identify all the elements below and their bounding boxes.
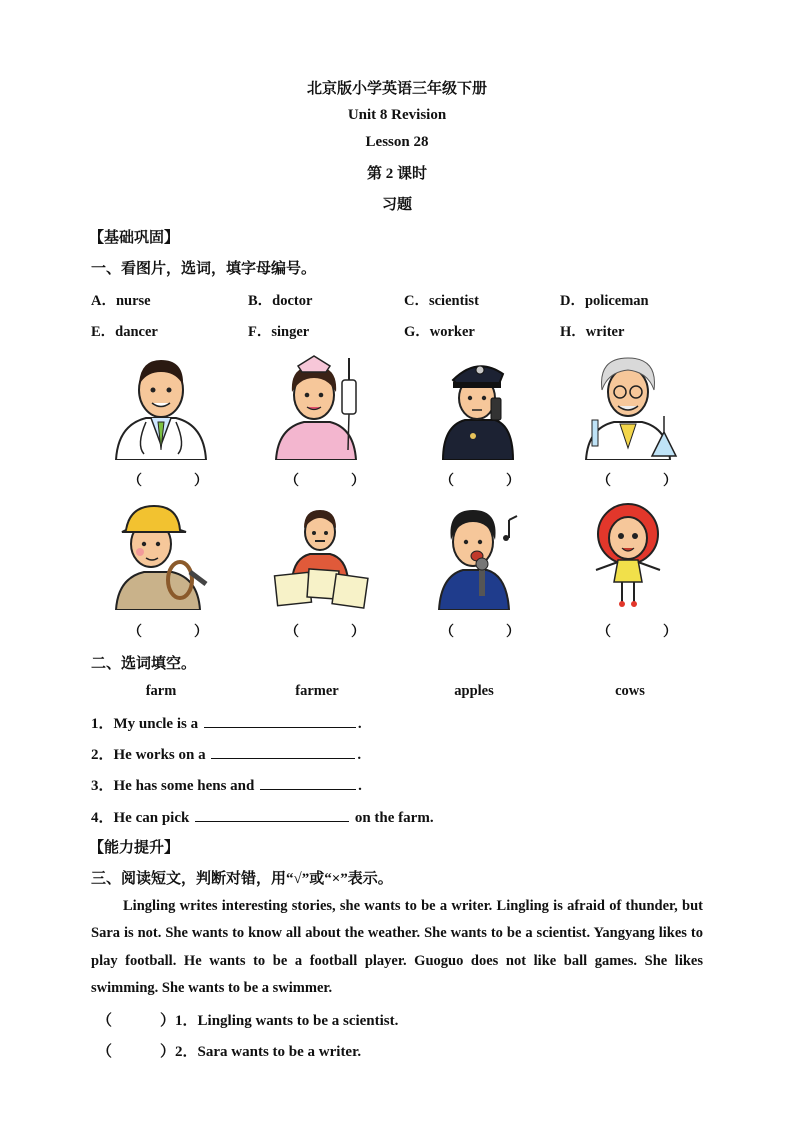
judge-item-text: 1．Lingling wants to be a scientist. <box>175 1013 399 1029</box>
nurse-picture <box>264 350 374 460</box>
answer-blank-6[interactable] <box>285 621 365 641</box>
fill-blank[interactable] <box>211 744 355 759</box>
section-heading-basic: 【基础巩固】 <box>89 230 180 246</box>
book-title: 北京版小学英语三年级下册 <box>306 81 487 97</box>
policeman-picture <box>425 350 535 460</box>
fill-blank[interactable] <box>260 775 356 790</box>
lesson-title: Lesson 28 <box>365 134 429 150</box>
option-f: F．singer <box>248 324 310 340</box>
paren-close: ） <box>663 625 677 640</box>
fill-item-4 <box>91 806 434 827</box>
fill-item-3 <box>91 774 362 795</box>
word-farmer: farmer <box>295 683 339 699</box>
paren-close: ） <box>194 474 208 489</box>
answer-blank-8[interactable] <box>597 621 677 641</box>
dancer-picture <box>578 500 688 610</box>
worker-picture <box>106 500 216 610</box>
fill-item-end: . <box>357 716 362 732</box>
option-c: C．scientist <box>404 293 479 309</box>
type-title: 习题 <box>381 197 412 213</box>
paren-open: （ <box>285 474 299 489</box>
paren-close: ） <box>663 474 677 489</box>
answer-blank-7[interactable] <box>440 621 520 641</box>
paren-open: （ <box>440 625 454 640</box>
paren-open: （ <box>597 625 611 640</box>
period-title: 第 2 课时 <box>366 166 427 182</box>
paren-close: ） <box>194 625 208 640</box>
section3-task: 三、阅读短文，判断对错，用“√”或“×”表示。 <box>91 871 393 887</box>
fill-blank[interactable] <box>204 713 356 728</box>
word-cows: cows <box>615 683 645 699</box>
paren-open: （ <box>597 474 611 489</box>
paren-open: （ <box>128 625 142 640</box>
paren-close: ） <box>160 1044 176 1060</box>
paren-close: ） <box>351 474 365 489</box>
paren-open: （ <box>97 1013 113 1029</box>
section-heading-advanced: 【能力提升】 <box>89 840 180 856</box>
section2-task: 二、选词填空。 <box>91 656 197 672</box>
fill-item-end: . <box>358 778 362 794</box>
word-apples: apples <box>454 683 494 699</box>
fill-item-text: 4．He can pick <box>91 810 190 826</box>
fill-item-2 <box>91 743 361 764</box>
option-e: E．dancer <box>91 324 158 340</box>
fill-item-end: on the farm. <box>354 810 434 826</box>
paren-close: ） <box>160 1013 176 1029</box>
fill-item-text: 3．He has some hens and <box>91 778 255 794</box>
doctor-picture <box>106 350 216 460</box>
paren-open: （ <box>128 474 142 489</box>
judge-item-2 <box>97 1040 361 1061</box>
option-b: B．doctor <box>248 293 313 309</box>
answer-blank-5[interactable] <box>128 621 208 641</box>
writer-picture <box>264 500 374 610</box>
paren-close: ） <box>351 625 365 640</box>
answer-blank-4[interactable] <box>597 470 677 490</box>
paren-open: （ <box>285 625 299 640</box>
answer-blank-1[interactable] <box>128 470 208 490</box>
singer-picture <box>425 500 535 610</box>
reading-passage: Lingling writes interesting stories, she wants to be a writer. Lingling is afraid of thunder, but Sara is not. She wants to know all about the weather. She wants to be a scientist. Yangyang likes to play football. He wants to be a football player. Guoguo does not like ball games. She likes swimming. She wants to be a swimmer. <box>91 898 703 996</box>
answer-blank-3[interactable] <box>440 470 520 490</box>
option-g: G．worker <box>404 324 475 340</box>
answer-blank-2[interactable] <box>285 470 365 490</box>
fill-blank[interactable] <box>195 807 349 822</box>
option-d: D．policeman <box>560 293 649 309</box>
judge-item-1 <box>97 1009 398 1030</box>
option-a: A．nurse <box>91 293 151 309</box>
section1-task: 一、看图片，选词，填字母编号。 <box>91 261 317 277</box>
option-h: H．writer <box>560 324 625 340</box>
fill-item-end: . <box>357 747 362 763</box>
judge-item-text: 2．Sara wants to be a writer. <box>175 1044 362 1060</box>
paren-close: ） <box>506 625 520 640</box>
paren-open: （ <box>97 1044 113 1060</box>
fill-item-1 <box>91 712 362 733</box>
fill-item-text: 1．My uncle is a <box>91 716 199 732</box>
paren-open: （ <box>440 474 454 489</box>
paren-close: ） <box>506 474 520 489</box>
unit-title: Unit 8 Revision <box>347 107 447 123</box>
scientist-picture <box>578 350 688 460</box>
fill-item-text: 2．He works on a <box>91 747 206 763</box>
word-farm: farm <box>145 683 177 699</box>
